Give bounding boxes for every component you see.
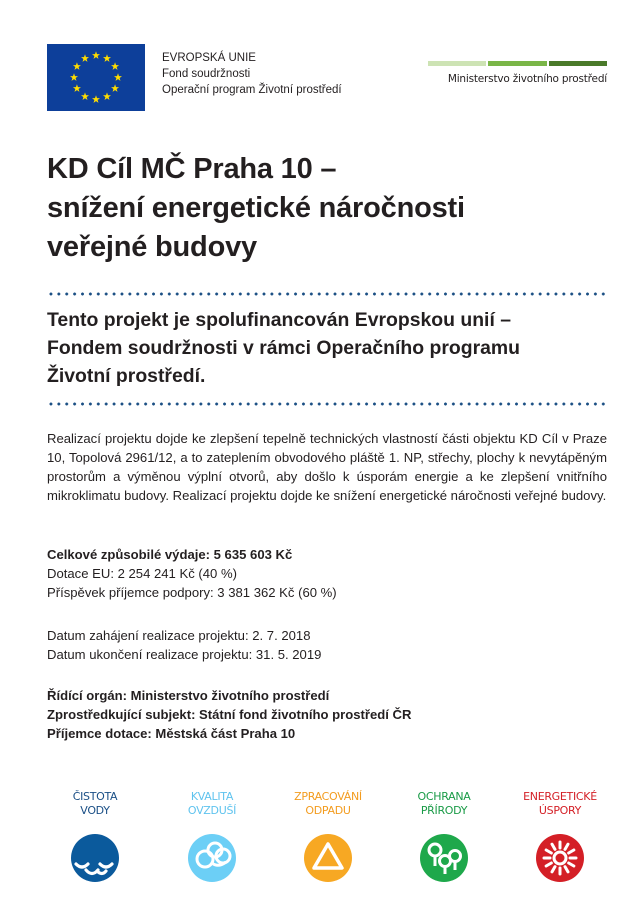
title-line-3: veřejné budovy — [47, 231, 257, 263]
subtitle-line-3: Životní prostředí. — [47, 365, 206, 387]
priority-label — [505, 790, 615, 818]
priority-label — [157, 790, 267, 818]
priority-energy — [505, 790, 615, 882]
funding-statement — [47, 306, 612, 390]
eu-star-icon — [111, 62, 119, 70]
sun-ray-icon — [569, 863, 574, 866]
priority-label-line1: ČISTOTA — [72, 790, 118, 803]
eu-star-icon — [73, 62, 81, 70]
ministry-bar-dark — [549, 61, 607, 66]
priority-label — [389, 790, 499, 818]
eu-star-icon — [103, 54, 111, 62]
priority-label — [273, 790, 383, 818]
eu-line-1: EVROPSKÁ UNIE — [162, 52, 256, 64]
eu-logo-text — [162, 50, 342, 98]
beneficiary-contribution: Příspěvek příjemce podpory: 3 381 362 Kč (60 %) — [47, 585, 337, 600]
eu-star-icon — [114, 73, 122, 81]
sun-ray-icon — [565, 867, 568, 872]
total-costs: Celkové způsobilé výdaje: 5 635 603 Kč — [47, 547, 293, 562]
priority-label-line1: KVALITA — [190, 790, 234, 803]
end-date: Datum ukončení realizace projektu: 31. 5. 2019 — [47, 647, 322, 662]
eu-star-icon — [92, 51, 100, 59]
priority-label-line2: ODPADU — [305, 804, 351, 817]
sun-ray-icon — [546, 850, 551, 853]
subtitle-line-1: Tento projekt je spolufinancován Evropskou unií – — [47, 309, 512, 331]
eu-star-icon — [81, 92, 89, 100]
eu-line-3: Operační program Životní prostředí — [162, 84, 342, 96]
eu-grant: Dotace EU: 2 254 241 Kč (40 %) — [47, 566, 237, 581]
eu-flag-icon — [47, 44, 145, 111]
sun-ray-icon — [569, 850, 574, 853]
beneficiary: Příjemce dotace: Městská část Praha 10 — [47, 726, 296, 741]
priority-label-line2: PŘÍRODY — [420, 804, 468, 817]
eu-star-icon — [81, 54, 89, 62]
eu-star-icon — [73, 84, 81, 92]
managing-authority: Řídící orgán: Ministerstvo životního prostředí — [47, 688, 330, 703]
ministry-bar-medium — [488, 61, 546, 66]
priority-label-line1: ZPRACOVÁNÍ — [294, 790, 362, 803]
priority-waste — [273, 790, 383, 882]
dotted-divider — [47, 402, 609, 406]
water-waves-icon — [71, 834, 119, 882]
trees-icon — [420, 834, 468, 882]
bodies-section — [47, 686, 411, 743]
eu-logo — [47, 44, 342, 111]
priority-label-line1: ENERGETICKÉ — [523, 790, 597, 803]
priority-label-line2: ÚSPORY — [538, 804, 582, 817]
eu-star-icon — [92, 95, 100, 103]
subtitle-line-2: Fondem soudržnosti v rámci Operačního programu — [47, 337, 520, 359]
eu-line-2: Fond soudržnosti — [162, 68, 251, 80]
priority-water — [40, 790, 150, 882]
title-line-1: KD Cíl MČ Praha 10 – — [47, 153, 337, 185]
eu-star-icon — [103, 92, 111, 100]
priority-label-line2: VODY — [80, 804, 110, 817]
costs-section — [47, 545, 337, 602]
priority-label — [40, 790, 150, 818]
ministry-bar-light — [428, 61, 486, 66]
project-description: Realizací projektu dojde ke zlepšení tepelně technických vlastností části objektu KD Cíl v Praze 10, Topolová 2961/12, a to zateplením obvodového pláště 1. NP, střechy, plochy k nevytápěným prostorům a výměnou výplní otvorů, aby došlo k úsporám energie a ke zlepšení vnitřního mikroklimatu budovy. Realizací projektu dojde ke snížení energetické náročnosti veřejné budovy. — [47, 431, 607, 503]
clouds-icon — [188, 834, 236, 882]
ministry-logo-bars — [428, 61, 607, 66]
sun-ray-icon — [552, 867, 555, 872]
ministry-logo — [428, 61, 607, 85]
priority-air — [157, 790, 267, 882]
eu-star-icon — [70, 73, 78, 81]
priority-nature — [389, 790, 499, 882]
dotted-divider — [47, 292, 609, 296]
start-date: Datum zahájení realizace projektu: 2. 7. 2018 — [47, 628, 311, 643]
project-title — [47, 150, 465, 267]
intermediate-body: Zprostředkující subjekt: Státní fond životního prostředí ČR — [47, 707, 412, 722]
dates-section — [47, 626, 321, 664]
sun-ray-icon — [565, 844, 568, 849]
sun-ray-icon — [546, 863, 551, 866]
sun-icon — [536, 834, 584, 882]
recycle-triangle-icon — [304, 834, 352, 882]
sun-ray-icon — [552, 844, 555, 849]
title-line-2: snížení energetické náročnosti — [47, 192, 465, 224]
priority-label-line1: OCHRANA — [417, 790, 471, 803]
eu-star-icon — [111, 84, 119, 92]
ministry-name: Ministerstvo životního prostředí — [447, 73, 607, 85]
priority-label-line2: OVZDUŠÍ — [187, 804, 237, 817]
